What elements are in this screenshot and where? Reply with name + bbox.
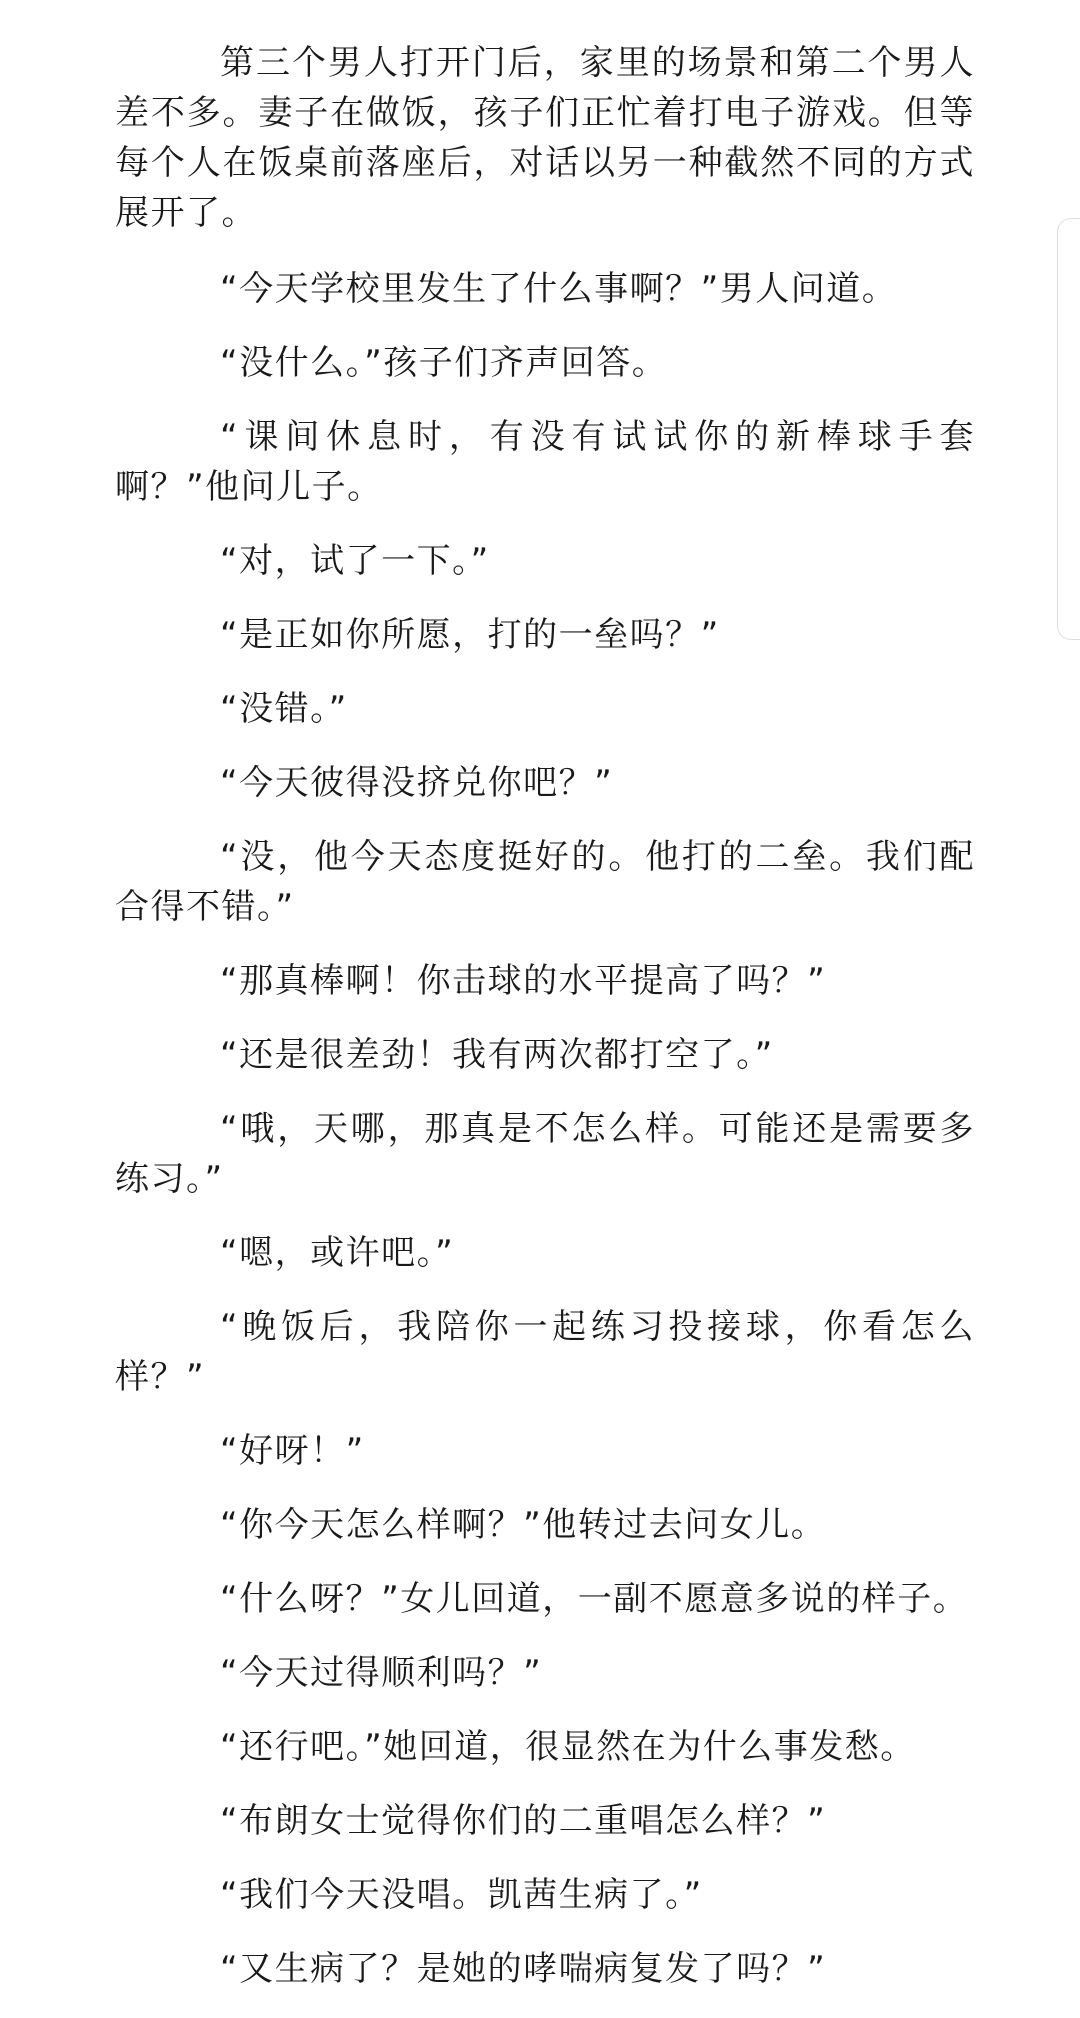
paragraph: “今天过得顺利吗？” [220, 1653, 543, 1693]
paragraph: “晚饭后，我陪你一起练习投接球，你看怎么样？” [115, 1307, 975, 1397]
paragraph: “什么呀？”女儿回道，一副不愿意多说的样子。 [220, 1579, 969, 1619]
paragraph: “好呀！” [220, 1431, 365, 1471]
paragraph: “没什么。”孩子们齐声回答。 [220, 343, 668, 383]
scroll-indicator[interactable] [1057, 218, 1080, 640]
paragraph: “我们今天没唱。凯茜生病了。” [220, 1875, 703, 1915]
paragraph: “你今天怎么样啊？”他转过去问女儿。 [220, 1505, 827, 1545]
paragraph: “哦，天哪，那真是不怎么样。可能还是需要多练习。” [115, 1109, 975, 1199]
paragraph: “嗯，或许吧。” [220, 1233, 455, 1273]
paragraph: “还是很差劲！我有两次都打空了。” [220, 1035, 774, 1075]
paragraph: “对，试了一下。” [220, 541, 490, 581]
paragraph: “那真棒啊！你击球的水平提高了吗？” [220, 961, 827, 1001]
paragraph: “今天彼得没挤兑你吧？” [220, 763, 614, 803]
paragraph: “布朗女士觉得你们的二重唱怎么样？” [220, 1801, 827, 1841]
paragraph: “今天学校里发生了什么事啊？”男人问道。 [220, 269, 898, 309]
reader-page [115, 0, 975, 2018]
paragraph: 第三个男人打开门后，家里的场景和第二个男人差不多。妻子在做饭，孩子们正忙着打电子游戏。但等每个人在饭桌前落座后，对话以另一种截然不同的方式展开了。 [115, 43, 975, 233]
paragraph: “课间休息时，有没有试试你的新棒球手套啊？”他问儿子。 [115, 417, 975, 507]
paragraph: “又生病了？是她的哮喘病复发了吗？” [220, 1949, 827, 1989]
paragraph: “是正如你所愿，打的一垒吗？” [220, 615, 720, 655]
paragraph: “还行吧。”她回道，很显然在为什么事发愁。 [220, 1727, 916, 1767]
paragraph: “没，他今天态度挺好的。他打的二垒。我们配合得不错。” [115, 837, 975, 927]
paragraph: “没错。” [220, 689, 348, 729]
